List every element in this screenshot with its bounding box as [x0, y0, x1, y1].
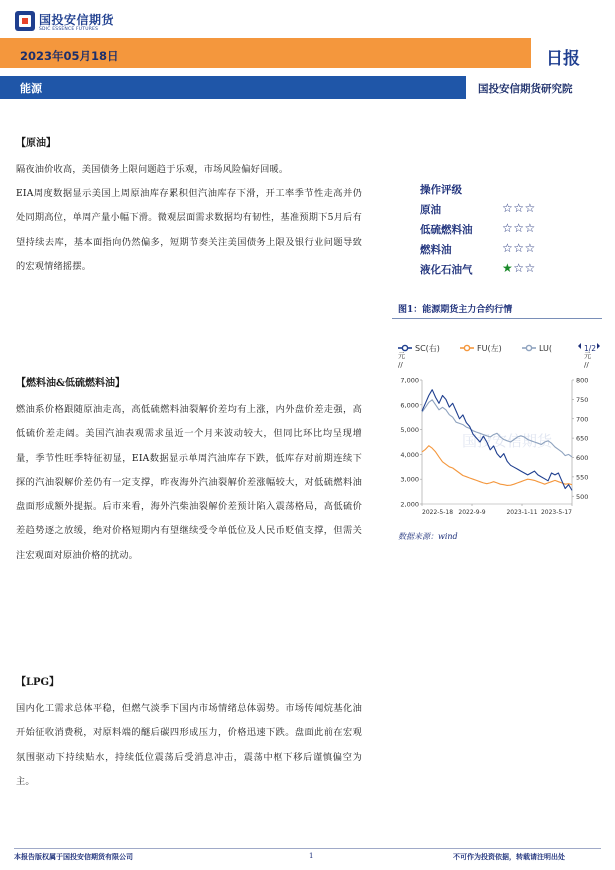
section-paragraph: 燃油系价格跟随原油走高，高低硫燃料油裂解价差均有上涨，内外盘价差走强，高低硫价差走阔。美国汽油表观需求虽近一个月来波动较大，但同比环比均呈现增量，季节性旺季特征初显，EIA数据显示单周汽油库存下跌，低库存对前期连续下探的汽油裂解价差仍有一定支撑，昨夜海外汽油裂解价差涨幅较大，对低硫燃料油盘面形成额外提振。后市来看，海外汽柴油裂解价差预计陷入震荡格局，高低硫价差趋势逐之放缓，绝对价格短期内有望继续受令单低位及人民币贬值支撑，但需关注宏观面对原油价格的扰动。 — [16, 404, 362, 561]
legend-next-icon — [597, 343, 600, 349]
section-heading-fuel-oil: 【燃料油&低硫燃料油】 — [16, 378, 126, 389]
rating-row-low-sulfur — [420, 222, 560, 240]
legend-label-2: LU( — [539, 344, 553, 353]
chart-watermark: 国投安信期货 — [461, 432, 553, 450]
report-date: 2023年05月18日 — [20, 49, 119, 63]
section-heading-lpg: 【LPG】 — [16, 677, 60, 688]
footer-divider — [14, 848, 601, 849]
legend-label-0: SC(右) — [415, 344, 440, 353]
left-tick-label: 6,000 — [400, 401, 419, 410]
section-paragraph: EIA周度数据显示美国上周原油库存累积但汽油库存下滑，开工率季节性走高并仍处同期高位，单周产量小幅下滑。微观层面需求数据均有韧性，基准预期下5月后有望持续去库，基本面指向仍然偏多，短期节奏关注美国债务上限及银行业问题导致的宏观情绪摇摆。 — [16, 188, 362, 272]
sector-title: 能源 — [20, 82, 42, 95]
figure-title: 图1：能源期货主力合约行情 — [398, 305, 513, 315]
left-tick-label: 3,000 — [400, 475, 419, 484]
star-icon: ☆ — [524, 261, 536, 275]
right-tick-label: 600 — [576, 454, 589, 462]
legend-marker-1 — [464, 345, 469, 350]
left-unit-label: 元 — [398, 352, 405, 360]
energy-futures-chart — [392, 336, 607, 522]
rating-title: 操作评级 — [420, 184, 462, 196]
left-tick-label: 5,000 — [400, 426, 419, 435]
legend-label-1: FU(左) — [477, 344, 502, 353]
star-rating-icon: ☆☆☆ — [502, 201, 536, 215]
rating-label: 燃料油 — [420, 244, 452, 256]
x-tick-label: 2023-1-11 — [506, 509, 538, 516]
footer-copyright: 本报告版权属于国投安信期货有限公司 — [14, 852, 133, 861]
right-tick-label: 800 — [576, 376, 589, 385]
right-tick-label: 700 — [576, 415, 589, 424]
x-tick-label: 2022-9-9 — [458, 509, 486, 516]
right-unit-label-2: // — [584, 361, 589, 369]
star-rating-icon: ☆☆☆ — [502, 221, 536, 235]
right-tick-label: 550 — [576, 473, 589, 482]
section-heading-crude: 【原油】 — [16, 138, 56, 149]
rating-label: 液化石油气 — [420, 264, 473, 276]
left-tick-label: 7,000 — [400, 376, 419, 385]
rating-label: 低硫燃料油 — [420, 224, 473, 236]
report-type: 日报 — [546, 49, 580, 69]
star-icon: ★ — [502, 261, 514, 275]
right-tick-label: 500 — [576, 492, 589, 501]
rating-row-fuel-oil — [420, 242, 560, 260]
rating-row-crude — [420, 202, 560, 220]
star-rating-icon: ☆☆☆ — [502, 241, 536, 255]
left-unit-label-2: // — [398, 361, 403, 369]
logo-chinese-name: 国投安信期货 — [39, 13, 115, 27]
rating-row-lpg — [420, 262, 560, 280]
star-icon: ☆ — [513, 261, 525, 275]
legend-page-indicator: 1/2 — [584, 344, 597, 353]
company-logo — [14, 8, 134, 36]
logo-english-name: SDIC ESSENCE FUTURES — [39, 27, 99, 32]
page-number: 1 — [309, 852, 314, 860]
x-tick-label: 2022-5-18 — [422, 509, 454, 516]
series-line-1 — [422, 446, 572, 486]
x-tick-label: 2023-5-17 — [540, 509, 572, 516]
institute-name: 国投安信期货研究院 — [478, 83, 573, 95]
legend-marker-2 — [526, 345, 531, 350]
right-tick-label: 650 — [576, 434, 589, 443]
footer-disclaimer: 不可作为投资依据，转载请注明出处 — [453, 852, 565, 861]
right-unit-label: 元 — [584, 352, 591, 360]
logo-mark-icon — [14, 10, 36, 32]
section-paragraph: 国内化工需求总体平稳，但燃气淡季下国内市场情绪总体弱势。市场传闻烷基化油开始征收消费税，对原料端的醚后碳四形成压力，价格迅速下跌。盘面此前在宏观氛围驱动下持续贴水，持续低位震荡后受消息冲击，震荡中枢下移后谨慎偏空为主。 — [16, 703, 362, 787]
data-source: 数据来源：wind — [398, 532, 458, 541]
legend-prev-icon — [578, 343, 581, 349]
legend-marker-0 — [402, 345, 407, 350]
section-paragraph: 隔夜油价收高，美国债务上限问题趋于乐观，市场风险偏好回暖。 — [16, 164, 289, 175]
left-tick-label: 4,000 — [400, 450, 419, 459]
rating-label: 原油 — [420, 204, 441, 216]
chart-svg — [392, 336, 607, 522]
left-tick-label: 2,000 — [400, 500, 419, 509]
star-rating-icon — [502, 261, 536, 275]
right-tick-label: 750 — [576, 395, 589, 404]
figure-divider — [392, 318, 602, 319]
